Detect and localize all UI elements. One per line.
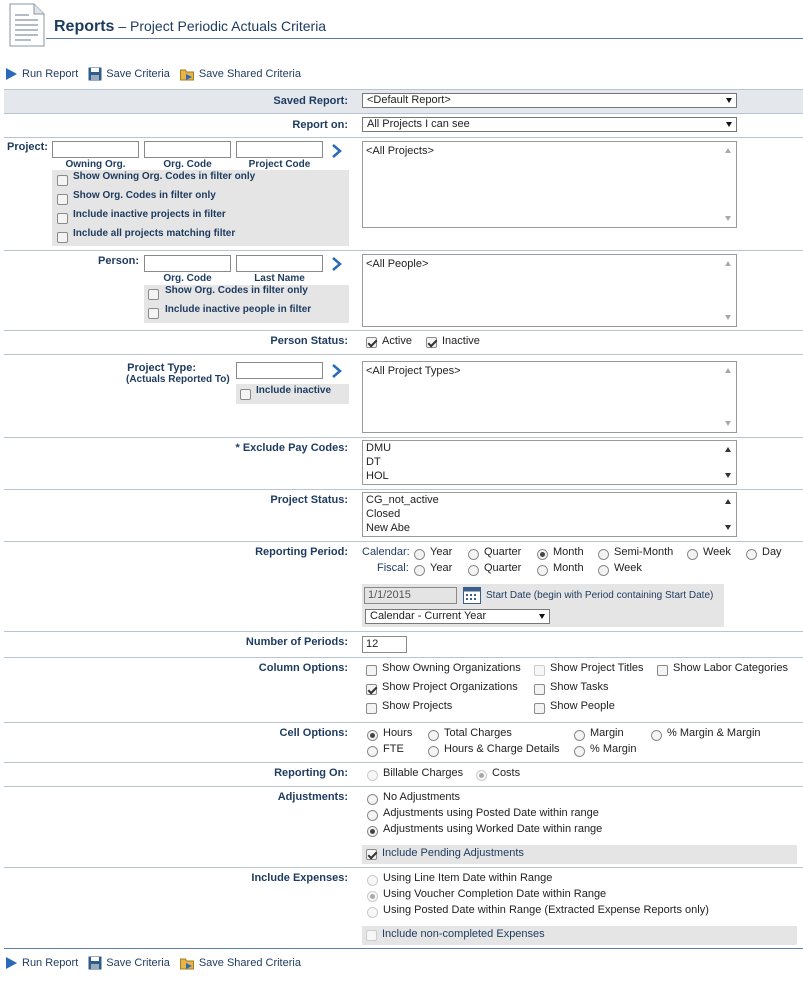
active-label: Active (382, 335, 412, 347)
adjustments-label: Adjustments: (277, 791, 348, 803)
save-disk-icon (88, 956, 102, 970)
show-labor-categories-label: Show Labor Categories (673, 662, 788, 674)
pct-margin-and-margin-label: % Margin & Margin (667, 727, 761, 739)
show-project-orgs-checkbox[interactable] (366, 684, 377, 695)
owning-org-input[interactable] (52, 141, 139, 158)
show-people-checkbox[interactable] (534, 703, 545, 714)
calendar-label: Calendar: (362, 546, 410, 558)
worked-date-adjustments-label: Adjustments using Worked Date within range (383, 823, 603, 835)
show-projects-checkbox[interactable] (366, 703, 377, 714)
project-code-caption: Project Code (248, 159, 311, 170)
show-owning-org-codes-label: Show Owning Org. Codes in filter only (73, 171, 256, 182)
include-pending-adjustments-checkbox[interactable] (366, 849, 377, 860)
save-disk-icon (88, 67, 102, 81)
reports-page-icon (9, 3, 45, 47)
margin-label: Margin (590, 727, 624, 739)
line-item-date-label: Using Line Item Date within Range (383, 872, 553, 884)
list-item[interactable]: HOL (366, 470, 389, 482)
person-show-org-codes-checkbox[interactable] (148, 289, 159, 300)
cell-options-label: Cell Options: (279, 727, 348, 739)
hours-radio[interactable] (367, 730, 378, 741)
show-people-label: Show People (550, 700, 615, 712)
project-label: Project: (7, 141, 48, 153)
play-icon (5, 956, 18, 970)
worked-date-adjustments-radio[interactable] (367, 826, 378, 837)
project-type-sublabel: (Actuals Reported To) (126, 374, 230, 385)
project-type-input[interactable] (236, 362, 323, 379)
toolbar-bottom (5, 955, 311, 971)
include-all-projects-label: Include all projects matching filter (73, 228, 236, 239)
pct-margin-radio[interactable] (574, 746, 585, 757)
calendar-week-radio[interactable] (687, 549, 698, 560)
list-item[interactable]: DT (366, 456, 381, 468)
active-checkbox[interactable] (366, 337, 377, 348)
show-project-titles-checkbox[interactable] (534, 665, 545, 676)
shared-folder-icon (180, 67, 195, 81)
report-on-select[interactable]: All Projects I can see (362, 117, 737, 132)
calendar-quarter-radio[interactable] (468, 549, 479, 560)
costs-label: Costs (492, 767, 521, 779)
include-noncompleted-expenses-checkbox[interactable] (366, 930, 377, 941)
owning-org-caption: Owning Org. (65, 159, 126, 170)
page-title: Reports – Project Periodic Actuals Criteria (54, 18, 327, 35)
billable-charges-label: Billable Charges (383, 767, 464, 779)
fiscal-quarter-label: Quarter (484, 562, 522, 574)
hours-label: Hours (383, 727, 413, 739)
voucher-completion-date-label: Using Voucher Completion Date within Range (383, 888, 607, 900)
calendar-icon[interactable] (463, 587, 481, 604)
calendar-day-radio[interactable] (746, 549, 757, 560)
hours-charge-details-label: Hours & Charge Details (444, 743, 560, 755)
project-status-label: Project Status: (270, 494, 348, 506)
total-charges-label: Total Charges (444, 727, 512, 739)
start-date-input[interactable]: 1/1/2015 (364, 587, 457, 604)
include-inactive-people-label: Include inactive people in filter (165, 304, 312, 315)
project-status-listbox[interactable] (362, 492, 737, 537)
line-item-date-radio[interactable] (367, 875, 378, 886)
include-inactive-people-checkbox[interactable] (148, 308, 159, 319)
save-shared-criteria-button[interactable]: Save Shared Criteria (180, 67, 301, 81)
reporting-period-label: Reporting Period: (255, 546, 348, 558)
include-inactive-types-label: Include inactive (256, 385, 332, 396)
calendar-day-label: Day (762, 546, 782, 558)
no-adjustments-label: No Adjustments (383, 791, 461, 803)
start-date-label: Start Date (begin with Period containing Start Date) (486, 590, 714, 601)
fiscal-month-radio[interactable] (537, 565, 548, 576)
fiscal-year-radio[interactable] (414, 565, 425, 576)
chevron-right-icon[interactable] (331, 257, 343, 271)
show-owning-org-codes-checkbox[interactable] (57, 175, 68, 186)
calendar-month-label: Month (553, 546, 584, 558)
org-code-caption: Org. Code (163, 159, 212, 170)
person-label: Person: (98, 255, 139, 267)
toolbar-top (5, 66, 311, 82)
calendar-month-radio[interactable] (537, 549, 548, 560)
person-org-code-caption: Org. Code (163, 273, 212, 284)
header-divider (46, 38, 803, 39)
calendar-semimonth-label: Semi-Month (614, 546, 674, 558)
list-item[interactable]: CG_not_active (366, 494, 439, 506)
inactive-label: Inactive (442, 335, 480, 347)
reporting-on-label: Reporting On: (274, 767, 348, 779)
include-inactive-projects-label: Include inactive projects in filter (73, 209, 226, 220)
fte-radio[interactable] (367, 746, 378, 757)
hours-charge-details-radio[interactable] (428, 746, 439, 757)
calendar-week-label: Week (703, 546, 731, 558)
posted-date-adjustments-label: Adjustments using Posted Date within range (383, 807, 599, 819)
calendar-quarter-label: Quarter (484, 546, 522, 558)
voucher-completion-date-radio[interactable] (367, 891, 378, 902)
fte-label: FTE (383, 743, 404, 755)
chevron-right-icon[interactable] (331, 364, 343, 378)
save-criteria-button[interactable]: Save Criteria (88, 956, 170, 970)
show-owning-orgs-label: Show Owning Organizations (382, 662, 521, 674)
number-of-periods-input[interactable]: 12 (362, 636, 407, 653)
inactive-checkbox[interactable] (426, 337, 437, 348)
show-org-codes-checkbox[interactable] (57, 194, 68, 205)
last-name-caption: Last Name (254, 273, 305, 284)
run-report-button[interactable]: Run Report (5, 67, 78, 81)
list-item[interactable]: New Abe (366, 522, 411, 534)
show-tasks-label: Show Tasks (550, 681, 609, 693)
pct-margin-and-margin-radio[interactable] (651, 730, 662, 741)
save-shared-criteria-button[interactable]: Save Shared Criteria (180, 956, 301, 970)
include-noncompleted-expenses-label: Include non-completed Expenses (382, 928, 545, 940)
project-type-listbox[interactable]: <All Project Types> (362, 361, 737, 433)
billable-charges-radio[interactable] (367, 770, 378, 781)
fiscal-month-label: Month (553, 562, 584, 574)
project-listbox[interactable]: <All Projects> (362, 141, 737, 228)
include-all-projects-checkbox[interactable] (57, 232, 68, 243)
include-expenses-label: Include Expenses: (251, 872, 348, 884)
total-charges-radio[interactable] (428, 730, 439, 741)
person-status-label: Person Status: (270, 335, 348, 347)
person-listbox[interactable]: <All People> (362, 254, 737, 327)
fiscal-quarter-radio[interactable] (468, 565, 479, 576)
costs-radio[interactable] (476, 770, 487, 781)
posted-date-adjustments-radio[interactable] (367, 810, 378, 821)
show-owning-orgs-checkbox[interactable] (366, 665, 377, 676)
pay-codes-listbox[interactable] (362, 440, 737, 485)
project-code-input[interactable] (236, 141, 323, 158)
saved-report-label: Saved Report: (273, 95, 348, 107)
chevron-right-icon[interactable] (331, 144, 343, 158)
project-org-code-input[interactable] (144, 141, 231, 158)
posted-date-expenses-label: Using Posted Date within Range (Extracted Expense Reports only) (383, 904, 709, 916)
period-range-select[interactable]: Calendar - Current Year (365, 609, 550, 624)
calendar-year-label: Year (430, 546, 453, 558)
report-on-label: Report on: (292, 119, 348, 131)
save-criteria-button[interactable]: Save Criteria (88, 67, 170, 81)
fiscal-label: Fiscal: (377, 562, 409, 574)
last-name-input[interactable] (236, 255, 323, 272)
shared-folder-icon (180, 956, 195, 970)
list-item[interactable]: Closed (366, 508, 401, 520)
show-project-titles-label: Show Project Titles (550, 662, 644, 674)
fiscal-year-label: Year (430, 562, 453, 574)
exclude-pay-codes-label: * Exclude Pay Codes: (235, 442, 348, 454)
show-labor-categories-checkbox[interactable] (657, 665, 668, 676)
posted-date-expenses-radio[interactable] (367, 907, 378, 918)
include-inactive-types-checkbox[interactable] (240, 389, 251, 400)
column-options-label: Column Options: (258, 662, 348, 674)
include-pending-adjustments-label: Include Pending Adjustments (382, 847, 524, 859)
number-of-periods-label: Number of Periods: (245, 636, 348, 648)
fiscal-week-radio[interactable] (598, 565, 609, 576)
pct-margin-label: % Margin (590, 743, 637, 755)
margin-radio[interactable] (574, 730, 585, 741)
calendar-semimonth-radio[interactable] (598, 549, 609, 560)
include-inactive-projects-checkbox[interactable] (57, 213, 68, 224)
calendar-year-radio[interactable] (414, 549, 425, 560)
project-type-label: Project Type: (127, 362, 196, 374)
person-org-code-input[interactable] (144, 255, 231, 272)
no-adjustments-radio[interactable] (367, 794, 378, 805)
show-projects-label: Show Projects (382, 700, 453, 712)
show-org-codes-label: Show Org. Codes in filter only (73, 190, 216, 201)
run-report-button[interactable]: Run Report (5, 956, 78, 970)
show-project-orgs-label: Show Project Organizations (382, 681, 518, 693)
saved-report-select[interactable]: <Default Report> (362, 93, 737, 108)
person-show-org-codes-label: Show Org. Codes in filter only (165, 285, 308, 296)
show-tasks-checkbox[interactable] (534, 684, 545, 695)
fiscal-week-label: Week (614, 562, 642, 574)
play-icon (5, 67, 18, 81)
list-item[interactable]: DMU (366, 442, 392, 454)
